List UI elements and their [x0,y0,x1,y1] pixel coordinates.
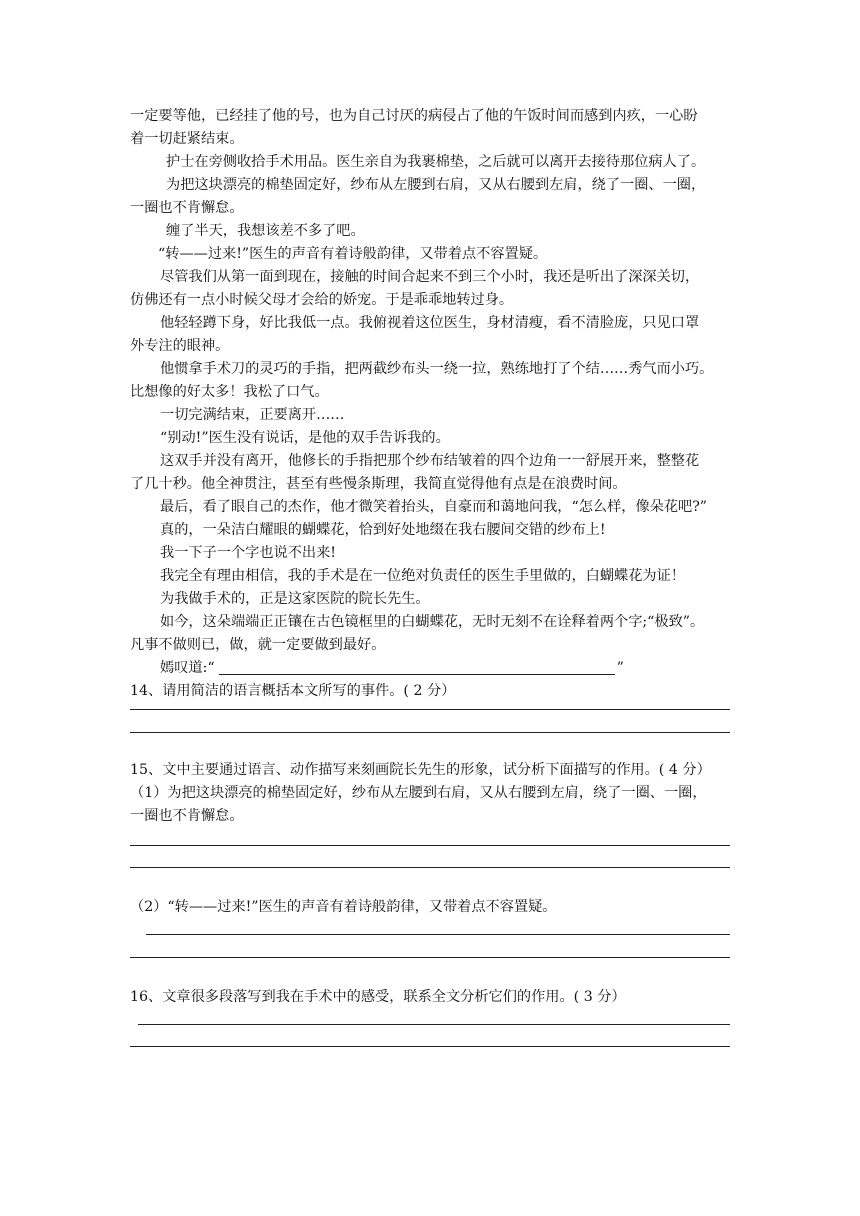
story-line: 外专注的眼神。 [130,338,230,354]
question-15-part-1-cont: 一圈也不肯懈怠。 [130,808,244,824]
answer-line-q16-2[interactable] [130,1046,730,1047]
story-line: 着一切赶紧结束。 [130,131,244,147]
answer-line-q14-1[interactable] [130,709,730,710]
story-line: 如今，这朵端端正正镶在古色镜框里的白蝴蝶花，无时无刻不在诠释着两个字;“极致”。 [160,614,705,630]
question-16: 16、文章很多段落写到我在手术中的感受，联系全文分析它们的作用。( 3 分） [130,989,626,1005]
story-line: 一圈也不肯懈怠。 [130,200,244,216]
story-line: 比想像的好太多！我松了口气。 [130,384,329,400]
story-line: 真的，一朵洁白耀眼的蝴蝶花，恰到好处地缀在我右腰间交错的纱布上! [160,522,606,538]
question-14: 14、请用简洁的语言概括本文所写的事件。( 2 分） [130,683,456,699]
fill-in-blank[interactable] [219,658,615,675]
story-line: 缠了半天，我想该差不多了吧。 [166,223,365,239]
question-15: 15、文中主要通过语言、动作描写来刻画院长先生的形象，试分析下面描写的作用。( 4 分） [130,762,711,778]
answer-line-q15-1-1[interactable] [130,845,730,846]
story-line: “别动!”医生没有说话，是他的双手告诉我的。 [160,430,450,446]
fill-in-suffix: ” [616,660,624,676]
story-line: 一定要等他，已经挂了他的号，也为自己讨厌的病侵占了他的午饭时间而感到内疚，一心盼 [130,108,698,124]
story-line: 一切完满结束，正要离开…… [160,407,345,423]
answer-line-q16-1[interactable] [138,1024,730,1025]
fill-in-line [160,657,760,679]
story-line: 这双手并没有离开，他修长的手指把那个纱布结皱着的四个边角一一舒展开来，整整花 [160,453,700,469]
story-line: 凡事不做则已，做，就一定要做到最好。 [130,637,386,653]
story-line: 了几十秒。他全神贯注，甚至有些慢条斯理，我简直觉得他有点是在浪费时间。 [130,476,627,492]
story-line: 护士在旁侧收拾手术用品。医生亲自为我裹棉垫，之后就可以离开去接待那位病人了。 [166,154,706,170]
story-line: “转——过来!”医生的声音有着诗般韵律，又带着点不容置疑。 [158,246,548,262]
story-line: 他轻轻蹲下身，好比我低一点。我俯视着这位医生，身材清瘦，看不清脸庞，只见口罩 [160,315,700,331]
story-line: 尽管我们从第一面到现在，接触的时间合起来不到三个小时，我还是听出了深深关切， [160,269,700,285]
answer-line-q15-1-2[interactable] [130,867,730,868]
story-line: 为我做手术的，正是这家医院的院长先生。 [160,591,430,607]
story-line: 我一下子一个字也说不出来! [160,545,336,561]
story-line: 为把这块漂亮的棉垫固定好，纱布从左腰到右肩，又从右腰到左肩，绕了一圈、一圈， [166,177,706,193]
fill-in-prefix: 嫣叹道:“ [160,660,215,676]
story-line: 仿佛还有一点小时候父母才会给的娇宠。于是乖乖地转过身。 [130,292,514,308]
story-line: 我完全有理由相信，我的手术是在一位绝对负责任的医生手里做的，白蝴蝶花为证！ [160,568,685,584]
answer-line-q15-2-2[interactable] [130,957,730,958]
answer-line-q15-2-1[interactable] [146,934,730,935]
question-15-part-2: （2）“转——过来!”医生的声音有着诗般韵律，又带着点不容置疑。 [130,899,557,915]
answer-line-q14-2[interactable] [130,732,730,733]
story-line: 最后，看了眼自己的杰作，他才微笑着抬头，自豪而和蔼地问我，“怎么样，像朵花吧?” [160,499,708,515]
question-15-part-1: （1）为把这块漂亮的棉垫固定好，纱布从左腰到右肩，又从右腰到左肩，绕了一圈、一圈， [130,785,707,801]
story-line: 他惯拿手术刀的灵巧的手指，把两截纱布头一绕一拉，熟练地打了个结……秀气而小巧。 [160,361,714,377]
